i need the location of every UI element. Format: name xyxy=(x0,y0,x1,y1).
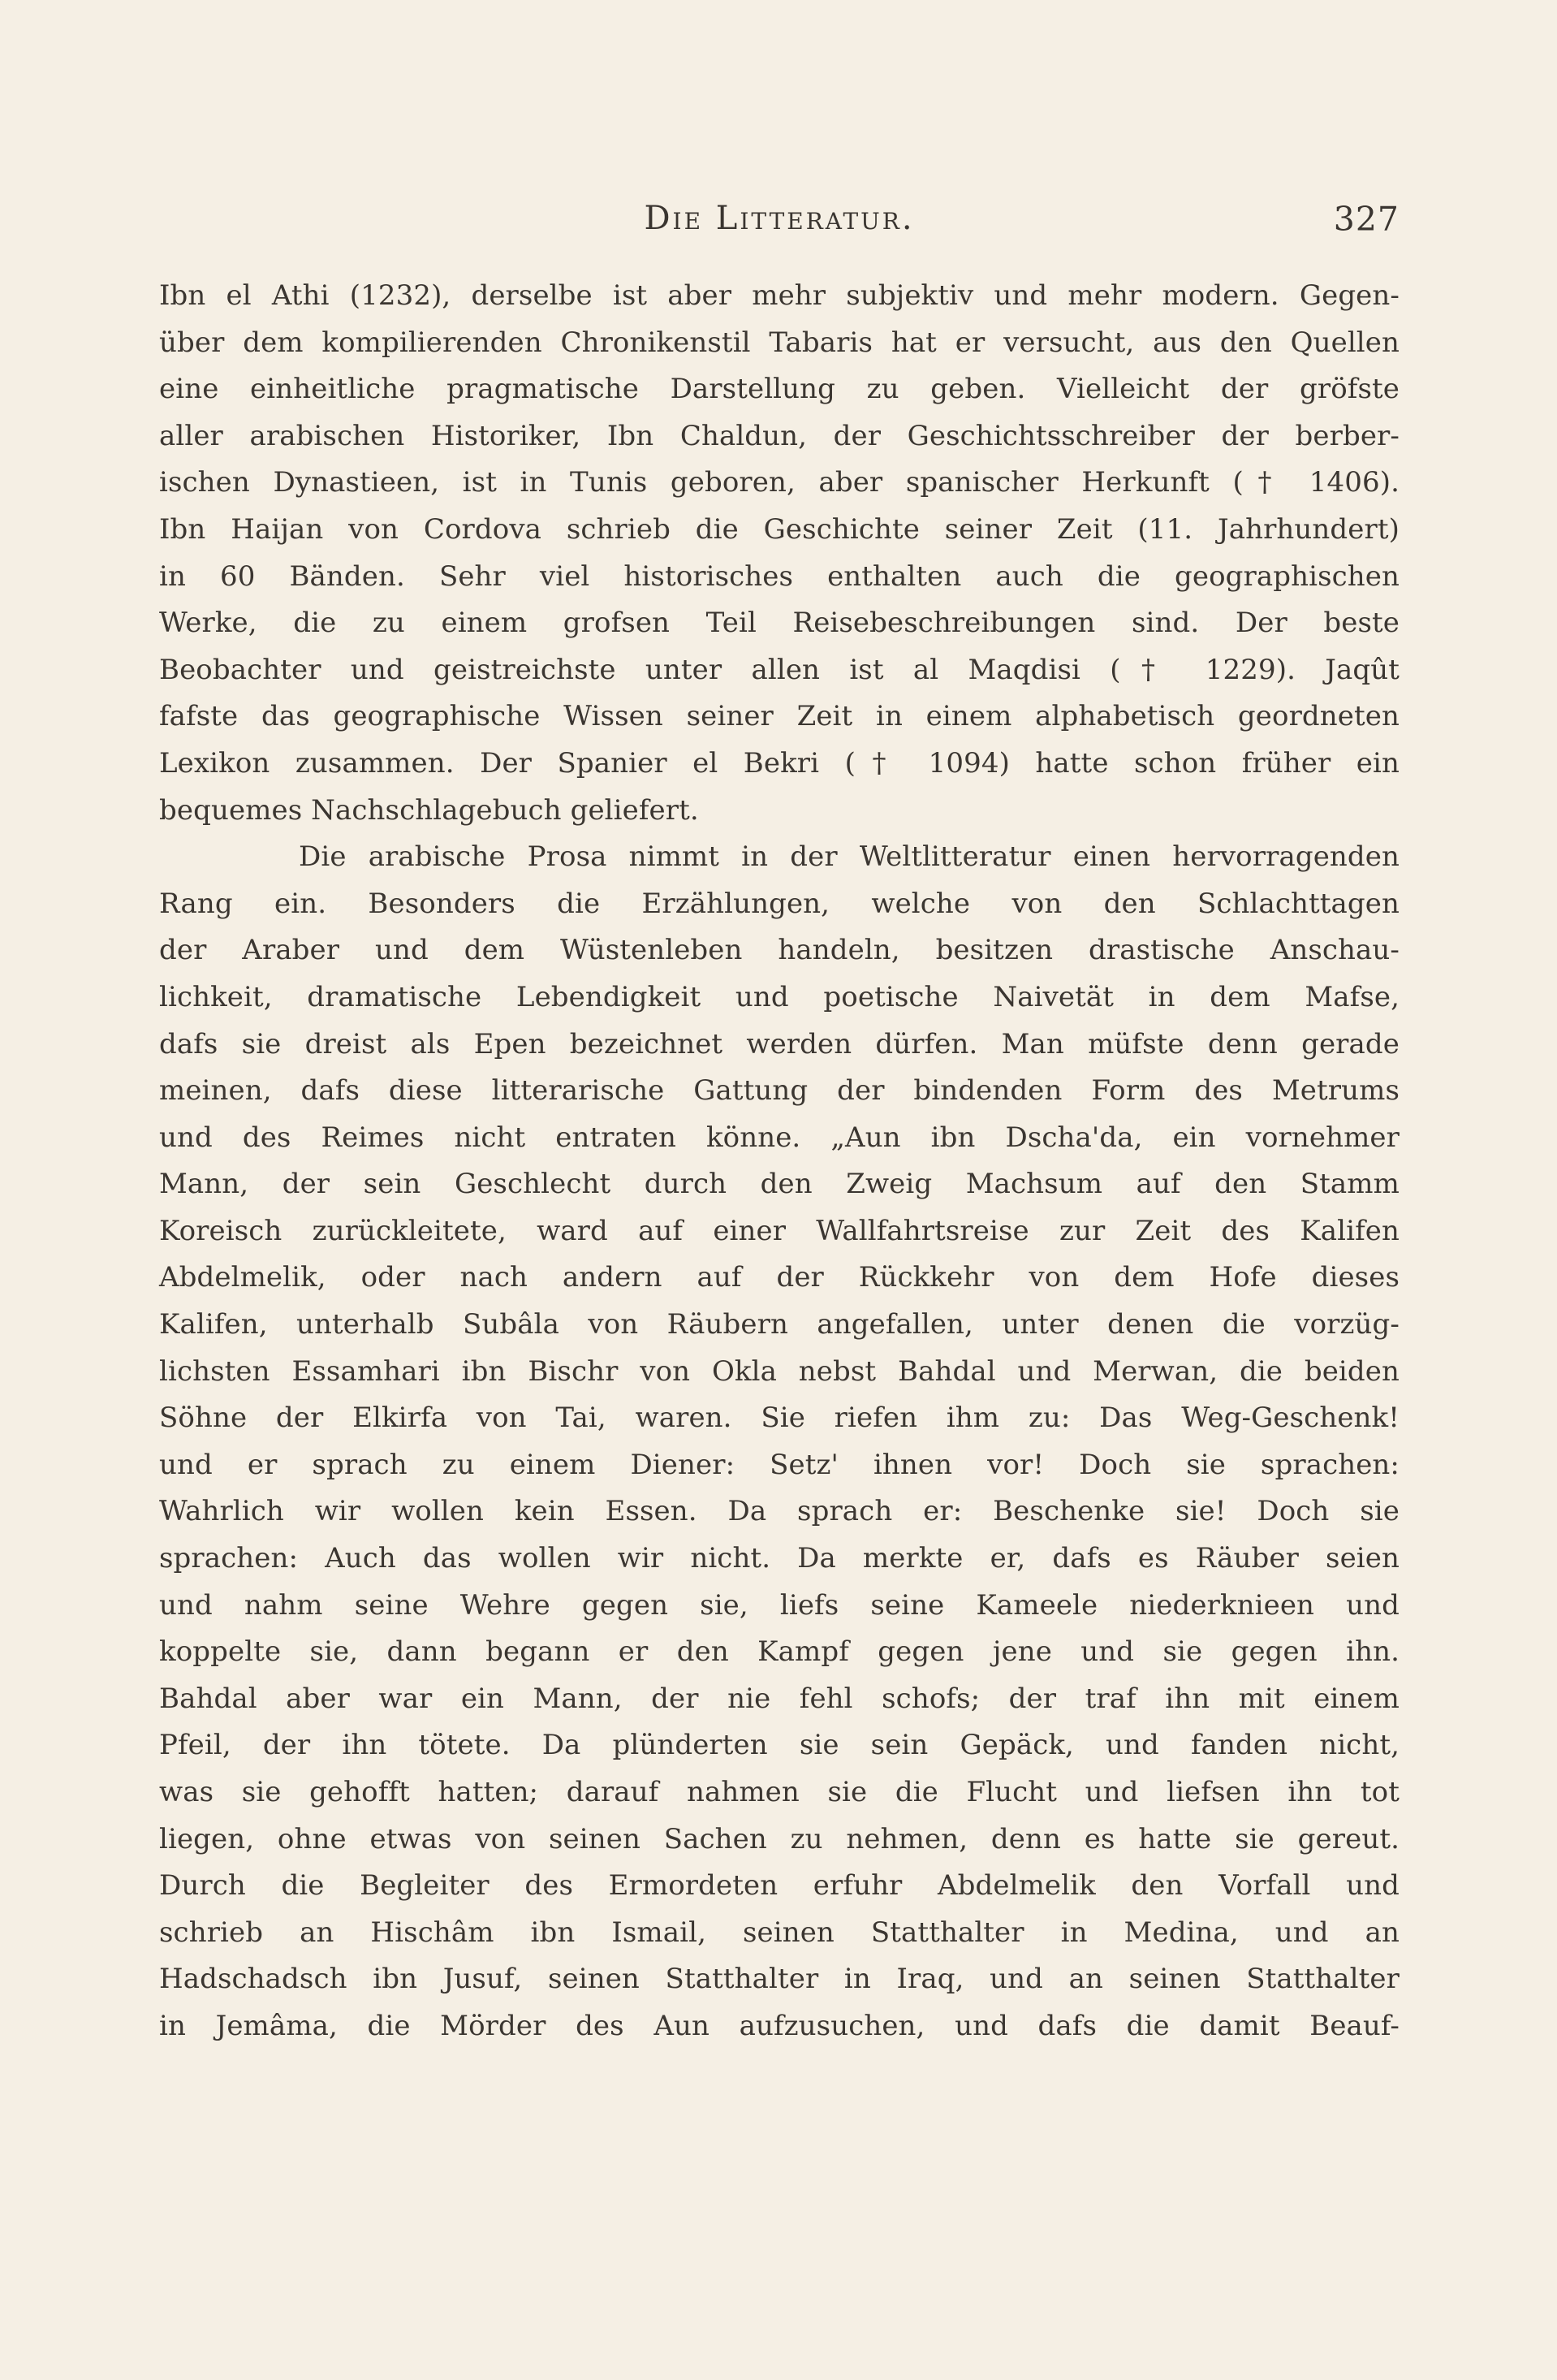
text-line: koppelte sie, dann begann er den Kampf gegen jene und sie gegen ihn. xyxy=(159,1635,1400,1669)
text-line: bequemes Nachschlagebuch geliefert. xyxy=(159,793,699,827)
running-head xyxy=(159,200,1400,248)
text-line: und nahm seine Wehre gegen sie, liefs seine Kameele niederknieen und xyxy=(159,1588,1400,1622)
text-line: Rang ein. Besonders die Erzählungen, welche von den Schlachttagen xyxy=(159,887,1400,920)
paragraph-first-line: Die arabische Prosa nimmt in der Weltlitteratur einen hervorragenden xyxy=(299,840,1400,874)
text-line: und des Reimes nicht entraten könne. „Aun ibn Dscha'da, ein vornehmer xyxy=(159,1121,1400,1154)
text-line: dafs sie dreist als Epen bezeichnet werden dürfen. Man müfste denn gerade xyxy=(159,1027,1400,1060)
text-line: lichkeit, dramatische Lebendigkeit und poetische Naivetät in dem Mafse, xyxy=(159,980,1400,1013)
page-number: 327 xyxy=(1333,200,1400,239)
text-line: lichsten Essamhari ibn Bischr von Okla nebst Bahdal und Merwan, die beiden xyxy=(159,1354,1400,1388)
body-text xyxy=(159,273,1400,2050)
text-line: meinen, dafs diese litterarische Gattung der bindenden Form des Metrums xyxy=(159,1074,1400,1108)
text-line: Ibn Haijan von Cordova schrieb die Geschichte seiner Zeit (11. Jahrhundert) xyxy=(159,512,1400,546)
text-line: sprachen: Auch das wollen wir nicht. Da merkte er, dafs es Räuber seien xyxy=(159,1542,1400,1575)
text-line: über dem kompilierenden Chronikenstil Tabaris hat er versucht, aus den Quellen xyxy=(159,326,1400,359)
text-line: Werke, die zu einem grofsen Teil Reisebeschreibungen sind. Der beste xyxy=(159,607,1400,640)
text-line: liegen, ohne etwas von seinen Sachen zu nehmen, denn es hatte sie gereut. xyxy=(159,1822,1400,1855)
text-line: und er sprach zu einem Diener: Setz' ihnen vor! Doch sie sprachen: xyxy=(159,1448,1400,1481)
text-line: Beobachter und geistreichste unter allen ist al Maqdisi († 1229). Jaqût xyxy=(159,653,1400,686)
text-line: ischen Dynastieen, ist in Tunis geboren, aber spanischer Herkunft († 1406). xyxy=(159,466,1400,499)
text-line: Ibn el Athi (1232), derselbe ist aber mehr subjektiv und mehr modern. Gegen- xyxy=(159,279,1400,312)
text-line: Kalifen, unterhalb Subâla von Räubern angefallen, unter denen die vorzüg- xyxy=(159,1308,1400,1341)
text-line: Söhne der Elkirfa von Tai, waren. Sie riefen ihm zu: Das Weg-Geschenk! xyxy=(159,1402,1400,1435)
text-line: Koreisch zurückleitete, ward auf einer Wallfahrtsreise zur Zeit des Kalifen xyxy=(159,1214,1400,1247)
text-line: der Araber und dem Wüstenleben handeln, besitzen drastische Anschau- xyxy=(159,934,1400,967)
text-line: was sie gehofft hatten; darauf nahmen sie die Flucht und liefsen ihn tot xyxy=(159,1776,1400,1808)
text-line: in 60 Bänden. Sehr viel historisches enthalten auch die geographischen xyxy=(159,559,1400,593)
text-line: Durch die Begleiter des Ermordeten erfuhr Abdelmelik den Vorfall und xyxy=(159,1869,1400,1903)
text-line: Bahdal aber war ein Mann, der nie fehl schofs; der traf ihn mit einem xyxy=(159,1682,1400,1715)
text-line: Pfeil, der ihn tötete. Da plünderten sie sein Gepäck, und fanden nicht, xyxy=(159,1729,1400,1762)
text-line: fafste das geographische Wissen seiner Zeit in einem alphabetisch geordneten xyxy=(159,700,1400,733)
text-line: in Jemâma, die Mörder des Aun aufzusuchen, und dafs die damit Beauf- xyxy=(159,2009,1400,2042)
text-line: eine einheitliche pragmatische Darstellung zu geben. Vielleicht der gröfste xyxy=(159,373,1400,406)
text-line: aller arabischen Historiker, Ibn Chaldun, der Geschichtsschreiber der berber- xyxy=(159,419,1400,452)
text-line: Abdelmelik, oder nach andern auf der Rückkehr von dem Hofe dieses xyxy=(159,1261,1400,1294)
text-line: Hadschadsch ibn Jusuf, seinen Statthalter in Iraq, und an seinen Statthalter xyxy=(159,1963,1400,1996)
text-line: Lexikon zusammen. Der Spanier el Bekri († 1094) hatte schon früher ein xyxy=(159,746,1400,780)
text-line: Wahrlich wir wollen kein Essen. Da sprach er: Beschenke sie! Doch sie xyxy=(159,1495,1400,1528)
running-title: Die Litteratur. xyxy=(644,200,915,237)
text-line: schrieb an Hischâm ibn Ismail, seinen Statthalter in Medina, und an xyxy=(159,1916,1400,1949)
text-line: Mann, der sein Geschlecht durch den Zweig Machsum auf den Stamm xyxy=(159,1168,1400,1201)
